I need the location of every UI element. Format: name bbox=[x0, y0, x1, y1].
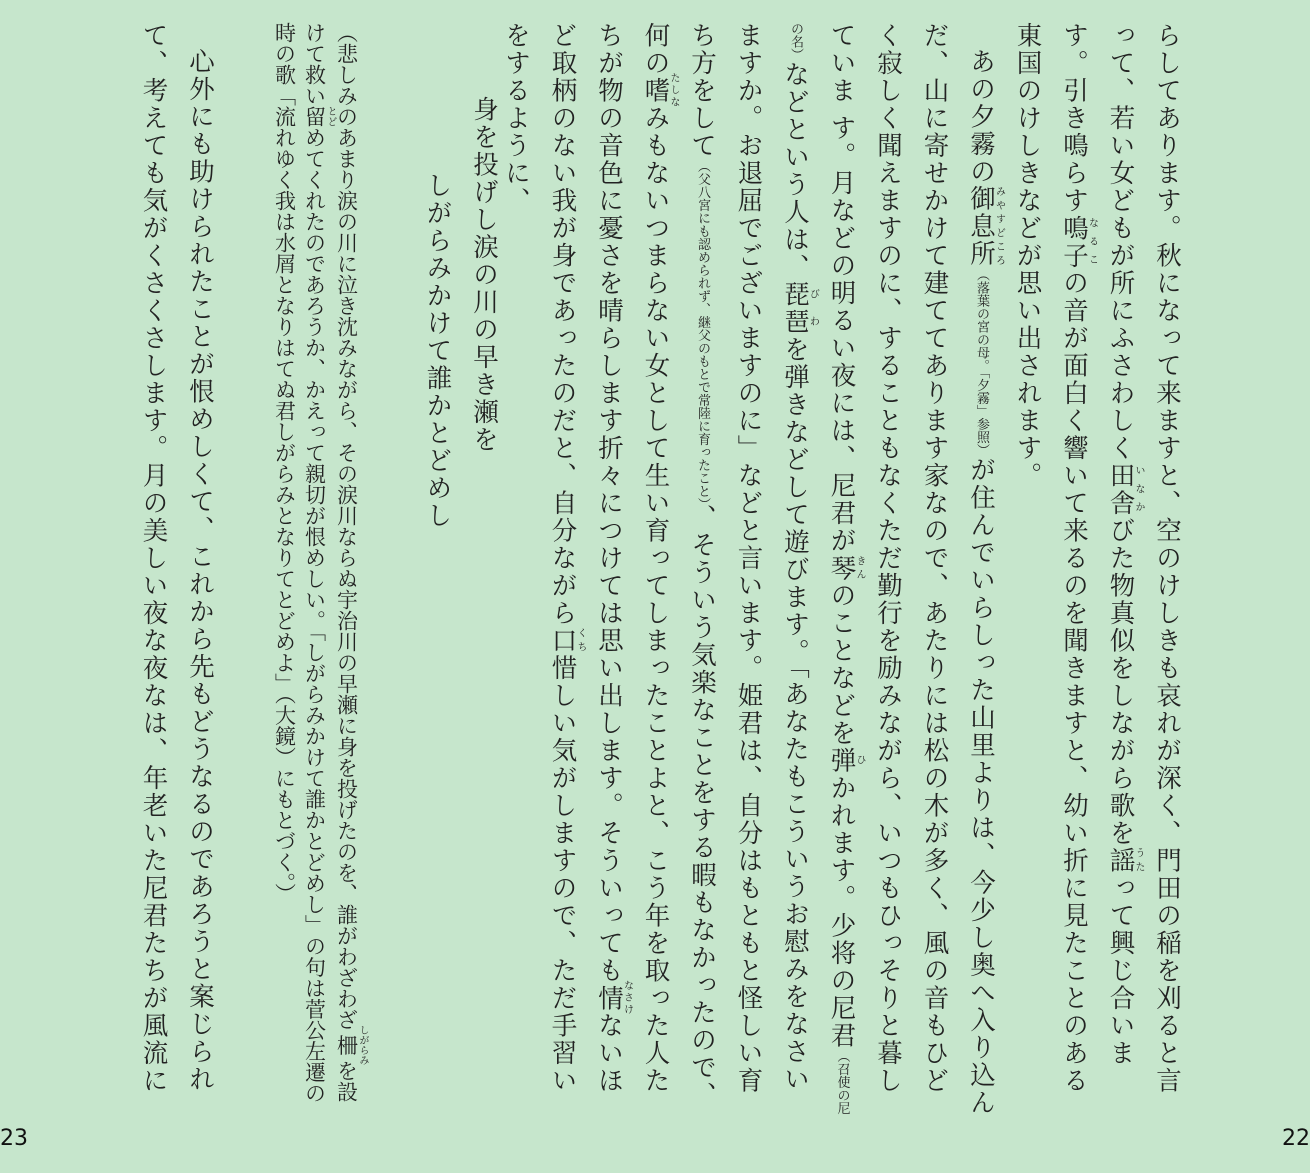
ruby-nasake: 情なさけ bbox=[594, 980, 633, 1017]
ruby-tashinami: 嗜たしな bbox=[640, 72, 679, 109]
left-page-text bbox=[130, 22, 600, 1117]
ruby-todo: 留とど bbox=[302, 106, 336, 127]
poem-line-2: しがらみかけて誰かとどめし bbox=[422, 172, 453, 530]
ruby-biwa: 琵琶びわ bbox=[780, 281, 819, 336]
page-number-23: 23 bbox=[0, 1126, 28, 1151]
poem-commentary: （悲しみのあまり涙の川に泣き沈みながら、その涙川ならぬ宇治川の早瀬に身を投げたのを、誰がわざわざ柵しがらみを設けて救い留とどめてくれたのであろうか、かえって親切が恨めしい。「しがらみかけて誰かとどめし」の句は菅公左遷の時の歌「流れゆく我は水屑となりはてぬ君しがらみとなりてとどめよ」（大鏡）にもとづく。） bbox=[272, 22, 368, 1104]
annotation-ochiba: （落葉の宮の母。「夕霧」参照） bbox=[974, 267, 989, 456]
annotation-shosho: （召使の尼の名） bbox=[788, 22, 850, 1115]
poem-line-1: 身を投げし涙の川の早き瀬を bbox=[469, 95, 499, 454]
left-page bbox=[0, 0, 600, 1173]
right-page bbox=[501, 0, 1310, 1173]
ruby-naruko: 鳴子なるこ bbox=[1059, 214, 1098, 270]
ruby-kuchi: 口くち bbox=[547, 627, 586, 655]
annotation-hachinomiya: （父八宮にも認められず、継父のもとで常陸に育ったこと） bbox=[695, 159, 710, 504]
ruby-shigarami: 柵しがらみ bbox=[334, 1025, 368, 1065]
paragraph-autumn: らしてあります。秋になって来ますと、空のけしきも哀れが深く、門田の稲を刈ると言って、若い女どもが所にふさわしく田舎いなかびた物真似をしながら歌を謡うたって興じ合います。引き鳴らす鳴子なるこの音が面白く響いて来るのを聞きますと、幼い折に見たことのある東国のけしきなどが思い出されます。 bbox=[1012, 22, 1182, 1095]
ruby-hi: 弾ひ bbox=[826, 747, 865, 775]
ruby-inaka: 田舎いなか bbox=[1105, 462, 1144, 517]
page-number-22: 22 bbox=[1282, 1126, 1310, 1151]
ruby-miyasudokoro: 御息所みやすどころ bbox=[966, 185, 1005, 268]
ruby-kin: 琴きん bbox=[826, 554, 865, 583]
ruby-uta: 謡うた bbox=[1105, 847, 1144, 875]
paragraph-mountain-village: あの夕霧の御息所みやすどころ（落葉の宮の母。「夕霧」参照）が住んでいらしった山里よりは、今少し奥へ入り込んだ、山に寄せかけて建ててあります家なので、あたりには松の木が多く、風の音もひどく寂しく聞えますのに、することもなくただ勤行を励みながら、いつもひっそりと暮していま す。月などの明るい夜には、尼君が琴きんのことなどを弾ひかれます。少将の尼君（召使の尼の名）などという人は、琵琶びわを弾きなどして遊びます。「あなたもこういうお慰みをなさいますか。お退屈でございますのに」などと言います。姫君は、自分はもともと怪しい育ち方をして（父八宮にも認められず、継父のもとで常陸に育ったこと）、そういう気楽なことをする暇もなかったので、何の嗜たしなみもないつまらない女として生い育ってしまったことよと、こう年を取った人たちが物の音色に憂さを晴らします折々につけては思い出します。そういっても情なさけないほど取柄のない我が身であったのだと、自分ながら口くち惜しい気がしますので、ただ手習いをするように、 bbox=[501, 22, 1005, 1116]
paragraph-resentment: 心外にも助けられたことが恨めしくて、これから先もどうなるのであろうと案じられて、考えても気がくさくさします。月の美しい夜な夜なは、年老いた尼君たちが風流に bbox=[138, 22, 215, 1095]
